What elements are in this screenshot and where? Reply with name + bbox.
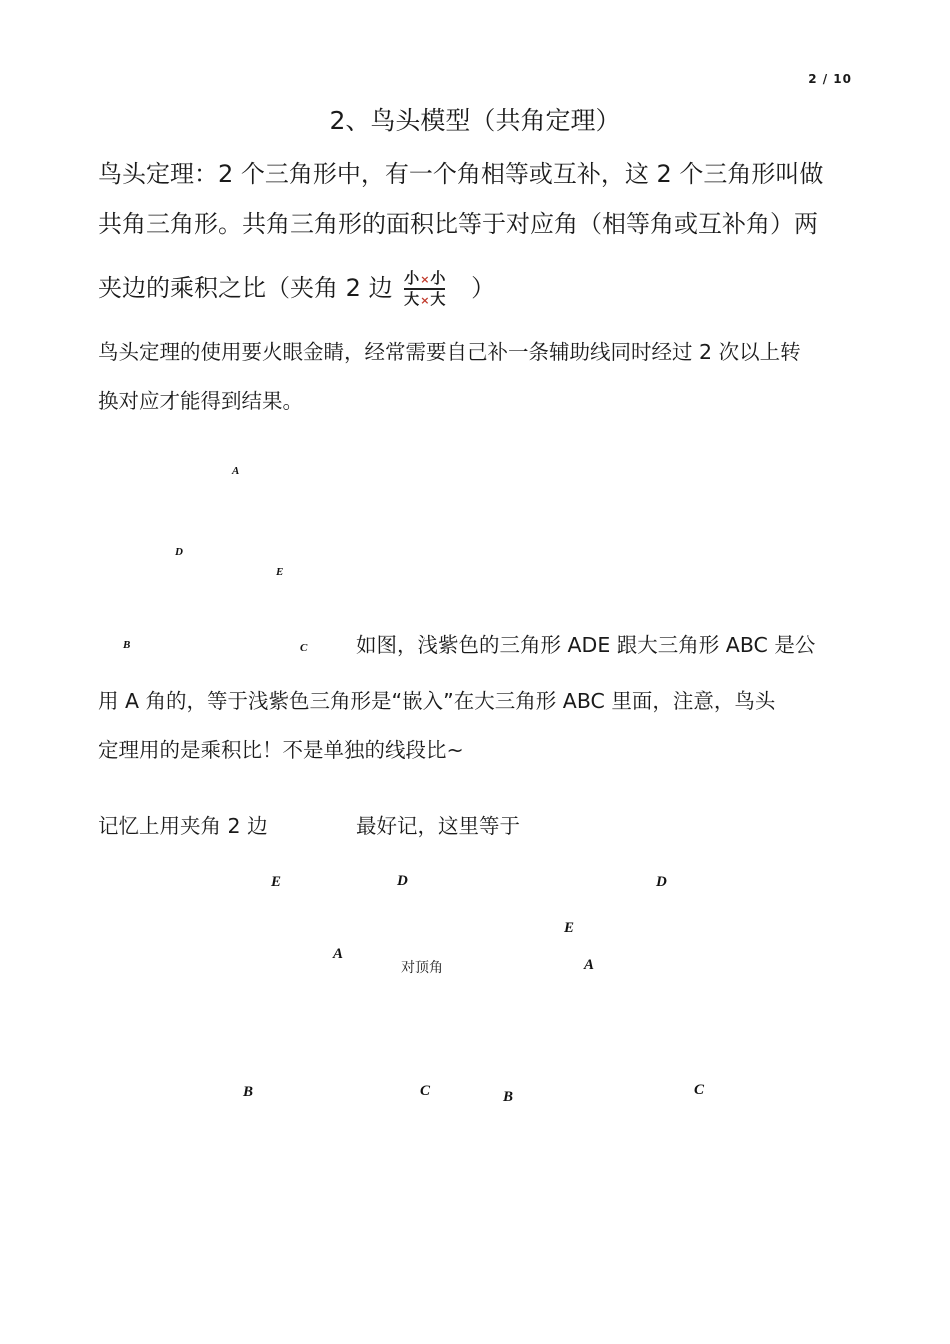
page-number: 2 / 10 bbox=[808, 72, 852, 86]
multiply-icon: × bbox=[420, 293, 430, 307]
fig3-label-c: C bbox=[694, 1082, 705, 1098]
theorem-line-3-text: 夹边的乘积之比（夹角 2 边 bbox=[98, 274, 393, 302]
theorem-line-2: 共角三角形。共角三角形的面积比等于对应角（相等角或互补角）两 bbox=[98, 210, 818, 238]
fig2-annotation: 对顶角 bbox=[401, 960, 443, 976]
fig2-label-c: C bbox=[420, 1083, 431, 1099]
memory-left: 记忆上用夹角 2 边 bbox=[98, 814, 268, 838]
formula-fraction bbox=[404, 271, 445, 307]
denominator-right: 大 bbox=[430, 289, 446, 308]
formula-numerator bbox=[404, 271, 445, 286]
theorem-line-1: 鸟头定理：2 个三角形中，有一个角相等或互补，这 2 个三角形叫做 bbox=[98, 160, 824, 188]
fig2-label-d: D bbox=[397, 873, 408, 889]
fig3-label-e: E bbox=[564, 920, 575, 936]
theorem-line-3 bbox=[98, 268, 858, 307]
theorem-line-3-close: ） bbox=[471, 274, 496, 302]
numerator-left: 小 bbox=[404, 269, 420, 288]
explanation-line-2: 用 A 角的，等于浅紫色三角形是“嵌入”在大三角形 ABC 里面，注意，鸟头 bbox=[98, 689, 776, 713]
fig2-label-a: A bbox=[333, 946, 344, 962]
numerator-right: 小 bbox=[430, 269, 446, 288]
fig1-label-d: D bbox=[175, 546, 183, 558]
tip-line-1: 鸟头定理的使用要火眼金睛，经常需要自己补一条辅助线同时经过 2 次以上转 bbox=[98, 340, 801, 364]
explanation-line-3: 定理用的是乘积比！不是单独的线段比~ bbox=[98, 738, 464, 762]
fig2-label-e: E bbox=[271, 874, 282, 890]
fig1-label-a: A bbox=[232, 465, 240, 477]
denominator-left: 大 bbox=[404, 289, 420, 308]
multiply-icon: × bbox=[420, 273, 430, 287]
section-title: 2、鸟头模型（共角定理） bbox=[329, 106, 621, 135]
memory-right: 最好记，这里等于 bbox=[356, 814, 520, 838]
fig1-label-c: C bbox=[300, 642, 308, 654]
tip-line-2: 换对应才能得到结果。 bbox=[98, 389, 303, 413]
explanation-line-1: 如图，浅紫色的三角形 ADE 跟大三角形 ABC 是公 bbox=[356, 633, 816, 657]
fig3-label-d: D bbox=[656, 874, 667, 890]
formula-denominator bbox=[404, 289, 446, 308]
fig2-label-b: B bbox=[243, 1084, 254, 1100]
fig3-label-b: B bbox=[503, 1089, 514, 1105]
fig1-label-b: B bbox=[123, 639, 131, 651]
fig1-label-e: E bbox=[276, 566, 284, 578]
fig3-label-a: A bbox=[584, 957, 595, 973]
